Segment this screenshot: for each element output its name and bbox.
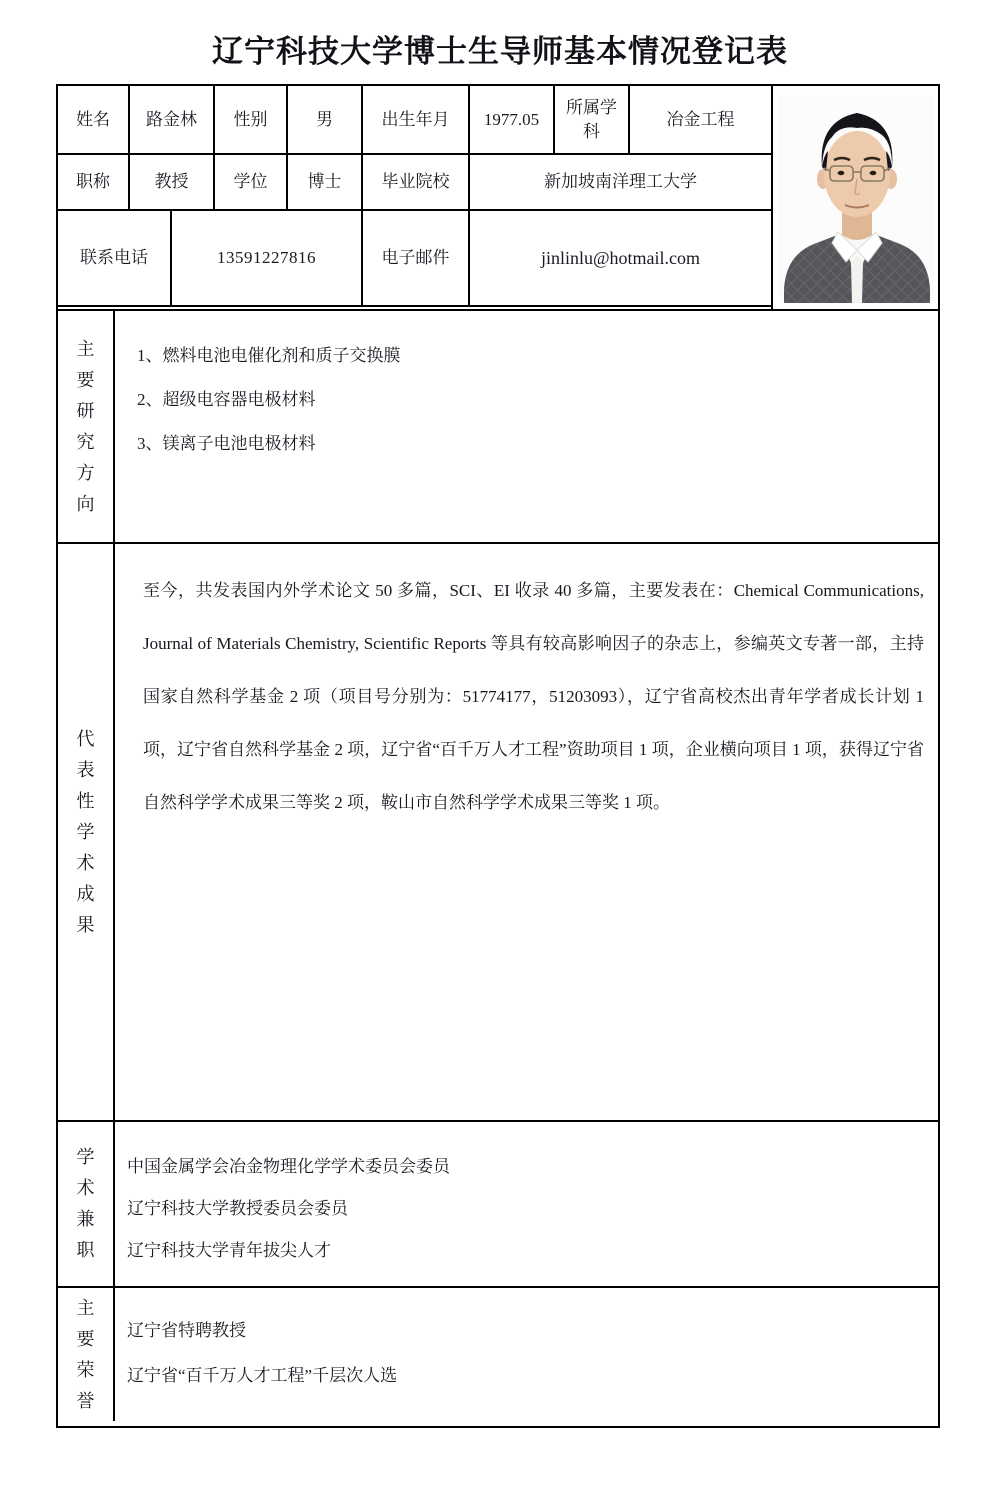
main-honors-content <box>115 1288 938 1421</box>
table-row <box>58 155 771 211</box>
birth-value: 1977.05 <box>470 86 555 153</box>
academic-positions-label-text: 学术兼职 <box>76 1147 95 1260</box>
list-item: 辽宁科技大学教授委员会委员 <box>127 1199 348 1218</box>
list-item: 辽宁省特聘教授 <box>127 1321 246 1340</box>
section-research-directions <box>58 309 938 542</box>
email-label: 电子邮件 <box>363 211 470 305</box>
research-directions-label-text: 主要研究方向 <box>76 338 95 514</box>
list-item: 1、燃料电池电催化剂和质子交换膜 <box>137 346 401 365</box>
academic-achievements-label-text: 代表性学术成果 <box>76 728 95 935</box>
main-honors-label-text: 主要荣誉 <box>76 1297 95 1411</box>
table-row <box>58 211 771 307</box>
academic-achievements-content <box>115 544 938 1120</box>
portrait-photo-graphic <box>778 95 934 303</box>
academic-positions-content <box>115 1122 938 1286</box>
achievements-paragraph: 至今，共发表国内外学术论文 50 多篇，SCI、EI 收录 40 多篇，主要发表在：Chemical Communications, Journal of Materials Chemistry, Scientific Reports 等具有较高影响因子的杂志上，参编英文专著一部，主持国家自然科学基金 2 项（项目号分别为：51774177，51203093），辽宁省高校杰出青年学者成长计划 1 项，辽宁省自然科学基金 2 项，辽宁省“百千万人才工程”资助项目 1 项，企业横向项目 1 项，获得辽宁省自然科学学术成果三等奖 2 项，鞍山市自然科学学术成果三等奖 1 项。 <box>143 581 924 812</box>
table-row <box>58 86 771 155</box>
email-value: jinlinlu@hotmail.com <box>540 248 701 268</box>
prof-title-value: 教授 <box>130 155 215 209</box>
list-item: 辽宁科技大学青年拔尖人才 <box>127 1241 331 1260</box>
academic-positions-label <box>58 1122 115 1286</box>
name-value: 路金林 <box>130 86 215 153</box>
section-academic-achievements <box>58 542 938 1120</box>
school-label: 毕业院校 <box>363 155 470 209</box>
research-directions-content <box>115 311 938 542</box>
degree-label: 学位 <box>215 155 288 209</box>
list-item: 2、超级电容器电极材料 <box>137 390 316 409</box>
list-item: 辽宁省“百千万人才工程”千层次人选 <box>127 1366 398 1385</box>
academic-achievements-label <box>58 544 115 1120</box>
list-item: 3、镁离子电池电极材料 <box>137 434 316 453</box>
discipline-label <box>555 86 630 153</box>
main-honors-label <box>58 1288 115 1421</box>
page-title: 辽宁科技大学博士生导师基本情况登记表 <box>212 34 788 69</box>
name-label: 姓名 <box>58 86 130 153</box>
portrait-photo <box>778 95 934 303</box>
section-academic-positions <box>58 1120 938 1286</box>
basic-info-block <box>58 86 938 309</box>
list-item: 中国金属学会冶金物理化学学术委员会委员 <box>127 1157 450 1176</box>
gender-value: 男 <box>288 86 363 153</box>
discipline-label-text: 所属学科 <box>566 97 617 141</box>
phone-value: 13591227816 <box>172 211 363 305</box>
birth-label: 出生年月 <box>363 86 470 153</box>
phone-label: 联系电话 <box>58 211 172 305</box>
prof-title-label: 职称 <box>58 155 130 209</box>
gender-label: 性别 <box>215 86 288 153</box>
registration-form-table <box>56 84 940 1428</box>
school-value: 新加坡南洋理工大学 <box>544 172 697 191</box>
research-directions-label <box>58 311 115 542</box>
photo-cell <box>771 86 938 309</box>
discipline-value: 冶金工程 <box>666 109 735 129</box>
section-main-honors <box>58 1286 938 1421</box>
degree-value: 博士 <box>288 155 363 209</box>
